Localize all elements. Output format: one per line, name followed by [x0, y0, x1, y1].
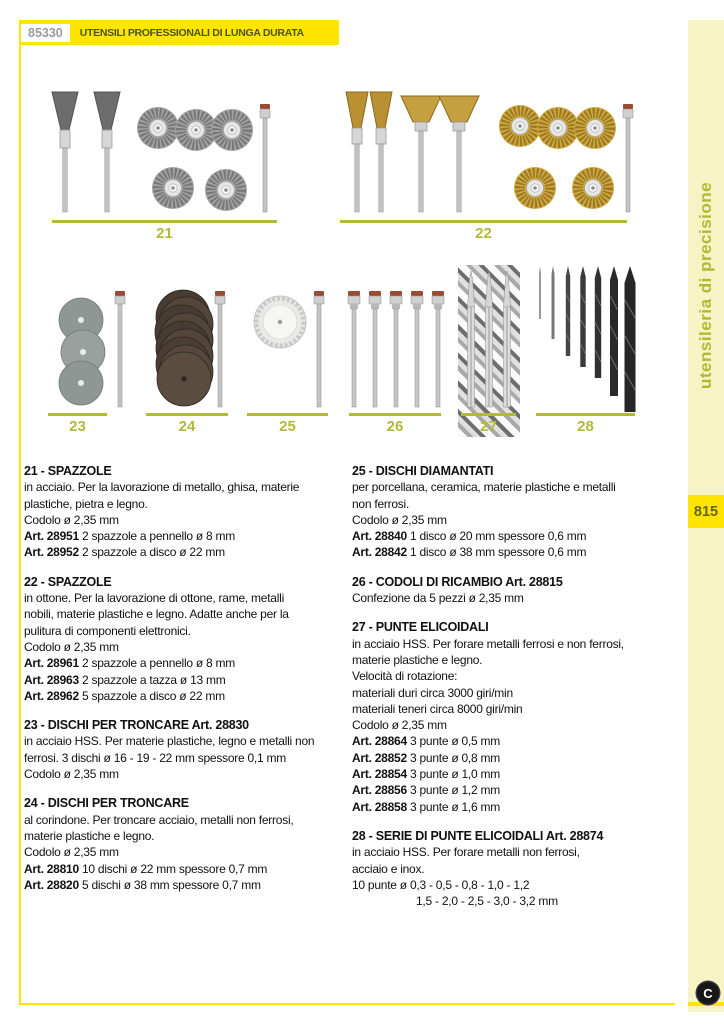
description-line: al corindone. Per troncare acciaio, metalli non ferrosi,	[24, 812, 294, 827]
description-line: Art. 28961 2 spazzole a pennello ø 8 mm	[24, 656, 236, 671]
product-heading: 26 - CODOLI DI RICAMBIO Art. 28815	[352, 574, 563, 589]
item-24-underline	[146, 413, 228, 416]
description-line: in acciaio HSS. Per forare metalli non ferrosi,	[352, 845, 580, 860]
description-line: materie plastiche e legno.	[24, 828, 155, 843]
item-21-number: 21	[156, 225, 173, 242]
description-line: in acciaio HSS. Per materie plastiche, legno e metalli non	[24, 734, 315, 749]
description-line: Art. 28962 5 spazzole a disco ø 22 mm	[24, 688, 225, 703]
product-description	[24, 795, 348, 893]
product-description	[352, 619, 676, 815]
description-line: materiali duri circa 3000 giri/min	[352, 685, 513, 700]
description-line: Art. 28952 2 spazzole a disco ø 22 mm	[24, 545, 225, 560]
catalog-code: 85330	[21, 24, 70, 42]
corundum-cutting-discs-photo	[143, 287, 235, 414]
product-heading: 24 - DISCHI PER TRONCARE	[24, 796, 189, 811]
product-description	[24, 717, 348, 782]
item-28-underline	[536, 413, 635, 416]
description-line: per porcellana, ceramica, materie plastiche e metalli	[352, 480, 616, 495]
sidebar-category-label: utensileria di precisione	[696, 181, 715, 389]
description-line: Art. 28856 3 punte ø 1,2 mm	[352, 783, 501, 798]
left-column	[24, 463, 348, 906]
description-line: Art. 28852 3 punte ø 0,8 mm	[352, 750, 501, 765]
hss-cutting-discs-photo	[48, 287, 133, 414]
description-line: Art. 28854 3 punte ø 1,0 mm	[352, 767, 501, 782]
product-description	[352, 463, 676, 561]
description-line: Art. 28858 3 punte ø 1,6 mm	[352, 799, 501, 814]
product-heading: 28 - SERIE DI PUNTE ELICOIDALI Art. 28874	[352, 828, 604, 843]
product-description	[24, 574, 348, 704]
description-line: 10 punte ø 0,3 - 0,5 - 0,8 - 1,0 - 1,2	[352, 877, 530, 892]
description-line: Art. 28810 10 dischi ø 22 mm spessore 0,7 mm	[24, 861, 268, 876]
item-24-number: 24	[178, 418, 196, 435]
page-number-badge: 815	[688, 495, 724, 528]
description-line: nobili, materie plastiche e legno. Adatte anche per la	[24, 607, 289, 622]
product-description	[352, 828, 676, 909]
spare-mandrels-photo	[346, 287, 448, 414]
description-line: acciaio e inox.	[352, 861, 425, 876]
description-line: Codolo ø 2,35 mm	[24, 767, 119, 782]
item-21-underline	[52, 220, 277, 223]
right-column	[352, 463, 676, 922]
item-26-number: 26	[386, 418, 404, 435]
item-28-number: 28	[577, 418, 594, 435]
description-line: Codolo ø 2,35 mm	[24, 845, 119, 860]
content-bottom-border	[19, 1003, 675, 1005]
description-line: Codolo ø 2,35 mm	[24, 512, 119, 527]
product-heading: 25 - DISCHI DIAMANTATI	[352, 464, 494, 478]
description-line: Art. 28842 1 disco ø 38 mm spessore 0,6 mm	[352, 545, 587, 560]
item-27-underline	[461, 413, 516, 416]
description-line: Art. 28963 2 spazzole a tazza ø 13 mm	[24, 672, 226, 687]
description-line: non ferrosi.	[352, 496, 410, 511]
product-description	[24, 463, 348, 561]
product-heading: 22 - SPAZZOLE	[24, 574, 112, 589]
description-line: Velocità di rotazione:	[352, 669, 458, 684]
description-line: Art. 28951 2 spazzole a pennello ø 8 mm	[24, 529, 236, 544]
description-line: ferrosi. 3 dischi ø 16 - 19 - 22 mm spessore 0,1 mm	[24, 750, 287, 765]
twist-drills-photo	[458, 265, 520, 437]
item-23-number: 23	[69, 418, 86, 435]
description-line: Art. 28864 3 punte ø 0,5 mm	[352, 734, 501, 749]
product-heading: 23 - DISCHI PER TRONCARE Art. 28830	[24, 718, 249, 733]
description-line: plastiche, pietra e legno.	[24, 496, 148, 511]
description-line: 1,5 - 2,0 - 2,5 - 3,0 - 3,2 mm	[416, 894, 558, 909]
description-line: Codolo ø 2,35 mm	[352, 718, 447, 733]
publisher-logo-icon	[697, 982, 719, 1004]
product-heading: 27 - PUNTE ELICOIDALI	[352, 620, 489, 635]
description-line: materiali teneri circa 8000 giri/min	[352, 701, 523, 716]
description-line: in acciaio HSS. Per forare metalli ferrosi e non ferrosi,	[352, 636, 624, 651]
item-23-underline	[48, 413, 107, 416]
description-line: in ottone. Per la lavorazione di ottone, rame, metalli	[24, 591, 284, 606]
description-line: Art. 28840 1 disco ø 20 mm spessore 0,6 mm	[352, 529, 587, 544]
steel-brush-set-photo	[45, 84, 280, 221]
page-header-title: UTENSILI PROFESSIONALI DI LUNGA DURATA	[79, 26, 304, 39]
item-25-number: 25	[279, 418, 296, 435]
item-25-underline	[247, 413, 328, 416]
description-line: in acciaio. Per la lavorazione di metallo, ghisa, materie	[24, 480, 300, 495]
item-26-underline	[349, 413, 441, 416]
twist-drill-series-photo	[536, 264, 638, 416]
product-heading: 21 - SPAZZOLE	[24, 464, 112, 478]
item-22-number: 22	[475, 225, 492, 242]
description-line: Codolo ø 2,35 mm	[352, 512, 447, 527]
description-line: materie plastiche e legno.	[352, 652, 483, 667]
item-27-number: 27	[480, 418, 497, 435]
description-line: Codolo ø 2,35 mm	[24, 639, 119, 654]
brass-brush-set-photo	[345, 84, 635, 221]
description-line: Art. 28820 5 dischi ø 38 mm spessore 0,7 mm	[24, 877, 261, 892]
diamond-disc-photo	[247, 287, 332, 414]
description-line: pulitura di componenti elettronici.	[24, 623, 191, 638]
content-left-border	[19, 44, 21, 1005]
header-bar	[19, 20, 339, 45]
product-description	[352, 574, 676, 607]
description-line: Confezione da 5 pezzi ø 2,35 mm	[352, 591, 524, 606]
item-22-underline	[340, 220, 627, 223]
logo-letter: C	[703, 985, 713, 1001]
